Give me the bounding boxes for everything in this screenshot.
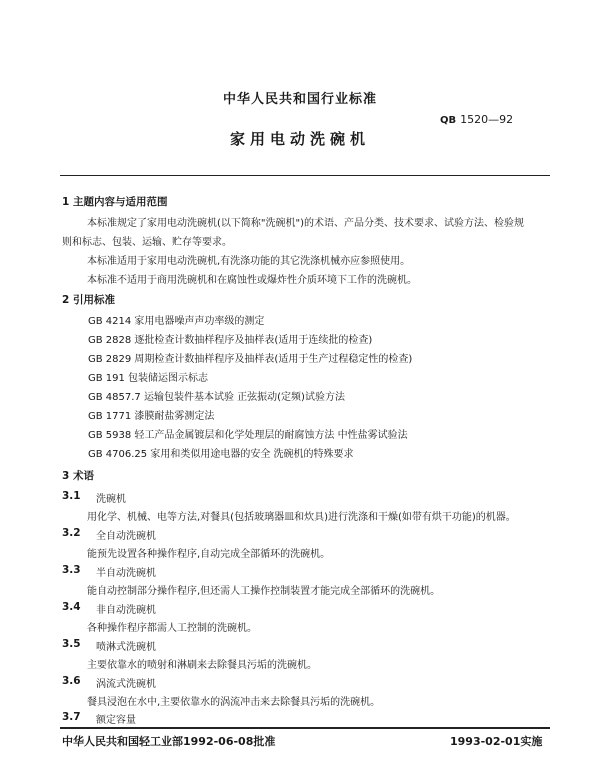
reference-item: GB 2829 周期检查计数抽样程序及抽样表(适用于生产过程稳定性的检查) (88, 354, 413, 365)
section-1-para-1-line-2: 则和标志、包装、运输、贮存等要求。 (62, 237, 232, 248)
code-prefix: QB (440, 115, 457, 126)
reference-item: GB 4214 家用电器噪声声功率级的测定 (88, 316, 265, 327)
document-title: 家用电动洗碗机 (229, 130, 370, 148)
reference-item: GB 2828 逐批检查计数抽样程序及抽样表(适用于连续批的检查) (88, 335, 373, 346)
term-definition: 餐具浸泡在水中,主要依靠水的涡流冲击来去除餐具污垢的洗碗机。 (87, 697, 381, 708)
term-name: 全自动洗碗机 (96, 531, 156, 542)
term-number: 3.4 (62, 601, 81, 613)
header-divider (60, 175, 550, 176)
section-1-heading: 1 主题内容与适用范围 (62, 196, 168, 208)
term-definition: 用化学、机械、电等方法,对餐具(包括玻璃器皿和炊具)进行洗涤和干燥(如带有烘干功能)的机器。 (87, 512, 516, 523)
term-number: 3.7 (62, 711, 81, 723)
reference-item: GB 191 包装储运图示标志 (88, 373, 209, 384)
section-1-para-1-line-1: 本标准规定了家用电动洗碗机(以下简称"洗碗机")的术语、产品分类、技术要求、试验方法、检验规 (87, 218, 525, 229)
standard-code (440, 113, 513, 126)
footer-divider (60, 727, 550, 729)
reference-item: GB 5938 轻工产品金属镀层和化学处理层的耐腐蚀方法 中性盐雾试验法 (88, 430, 408, 441)
section-3-heading: 3 术语 (62, 470, 94, 482)
section-1-para-2: 本标准适用于家用电动洗碗机,有洗涤功能的其它洗涤机械亦应参照使用。 (87, 256, 411, 267)
term-number: 3.5 (62, 638, 81, 650)
term-name: 半自动洗碗机 (96, 568, 156, 579)
term-name: 涡流式洗碗机 (96, 679, 156, 690)
section-2-heading: 2 引用标准 (62, 294, 115, 306)
section-1-para-3: 本标准不适用于商用洗碗机和在腐蚀性或爆炸性介质环境下工作的洗碗机。 (87, 275, 417, 286)
issuing-organization: 中华人民共和国行业标准 (222, 92, 377, 107)
approval-line: 中华人民共和国轻工业部1992-06-08批准 (62, 735, 276, 748)
term-number: 3.3 (62, 564, 81, 576)
term-name: 喷淋式洗碗机 (96, 642, 156, 653)
term-number: 3.1 (62, 490, 81, 502)
reference-item: GB 4706.25 家用和类似用途电器的安全 洗碗机的特殊要求 (88, 449, 354, 460)
term-name: 非自动洗碗机 (96, 605, 156, 616)
term-number: 3.2 (62, 527, 81, 539)
term-definition: 各种操作程序都需人工控制的洗碗机。 (87, 623, 257, 634)
reference-item: GB 1771 漆膜耐盐雾测定法 (88, 411, 215, 422)
term-number: 3.6 (62, 675, 81, 687)
reference-item: GB 4857.7 运输包装件基本试验 正弦振动(定频)试验方法 (88, 392, 345, 403)
term-definition: 主要依靠水的喷射和淋刷来去除餐具污垢的洗碗机。 (87, 660, 317, 671)
term-definition: 能预先设置各种操作程序,自动完成全部循环的洗碗机。 (87, 549, 331, 560)
term-definition: 能自动控制部分操作程序,但还需人工操作控制装置才能完成全部循环的洗碗机。 (87, 586, 441, 597)
implementation-date: 1993-02-01实施 (450, 735, 543, 748)
term-name: 洗碗机 (96, 494, 126, 505)
term-name: 额定容量 (96, 715, 136, 726)
code-number: 1520—92 (460, 113, 514, 126)
